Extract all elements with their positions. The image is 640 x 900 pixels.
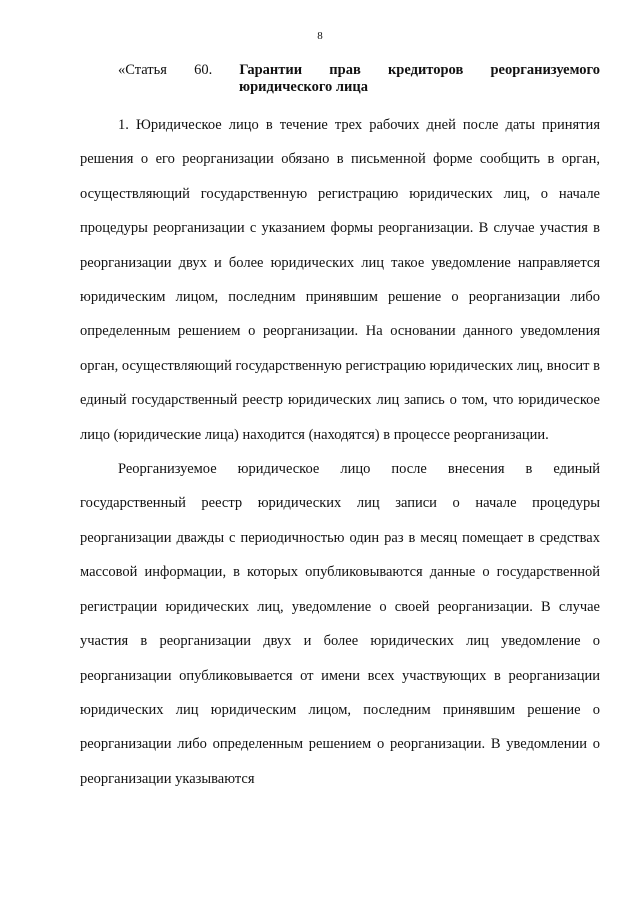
article-heading: [118, 62, 600, 96]
article-prefix: «Статья: [118, 62, 167, 78]
paragraph: Реорганизуемое юридическое лицо после внесения в единый государственный реестр юридических лиц записи о начале процедуры реорганизации дважды с периодичностью один раз в месяц помещает в средствах массовой информации, в которых опубликовываются данные о государственной регистрации юридических лиц, уведомление о своей реорганизации. В случае участия в реорганизации двух и более юридических лиц уведомление о реорганизации опубликовывается от имени всех участвующих в реорганизации юридических лиц юридическим лицом, последним принявшим решение о реорганизации либо определенным решением о реорганизации. В уведомлении о реорганизации указываются: [80, 461, 600, 787]
article-number: 60.: [194, 62, 213, 78]
article-heading-line-1: [118, 62, 600, 79]
article-title-word: Гарантии: [239, 62, 303, 78]
paragraph: 1. Юридическое лицо в течение трех рабочих дней после даты принятия решения о его реорганизации обязано в письменной форме сообщить в орган, осуществляющий государственную регистрацию юридических лиц, о начале процедуры реорганизации с указанием формы реорганизации. В случае участия в реорганизации двух и более юридических лиц такое уведомление направляется юридическим лицом, последним принявшим решение о реорганизации либо определенным решением о реорганизации. На основании данного уведомления орган, осуществляющий государственную регистрацию юридических лиц, вносит в единый государственный реестр юридических лиц запись о том, что юридическое лицо (юридические лица) находится (находятся) в процессе реорганизации.: [80, 117, 600, 443]
page-number: 8: [317, 30, 323, 42]
article-title-word: прав: [329, 62, 361, 78]
article-title-word: реорганизуемого: [490, 62, 600, 78]
article-body: [80, 108, 600, 796]
article-title-word: кредиторов: [387, 62, 464, 78]
article-title-line-2: юридического лица: [239, 79, 369, 95]
